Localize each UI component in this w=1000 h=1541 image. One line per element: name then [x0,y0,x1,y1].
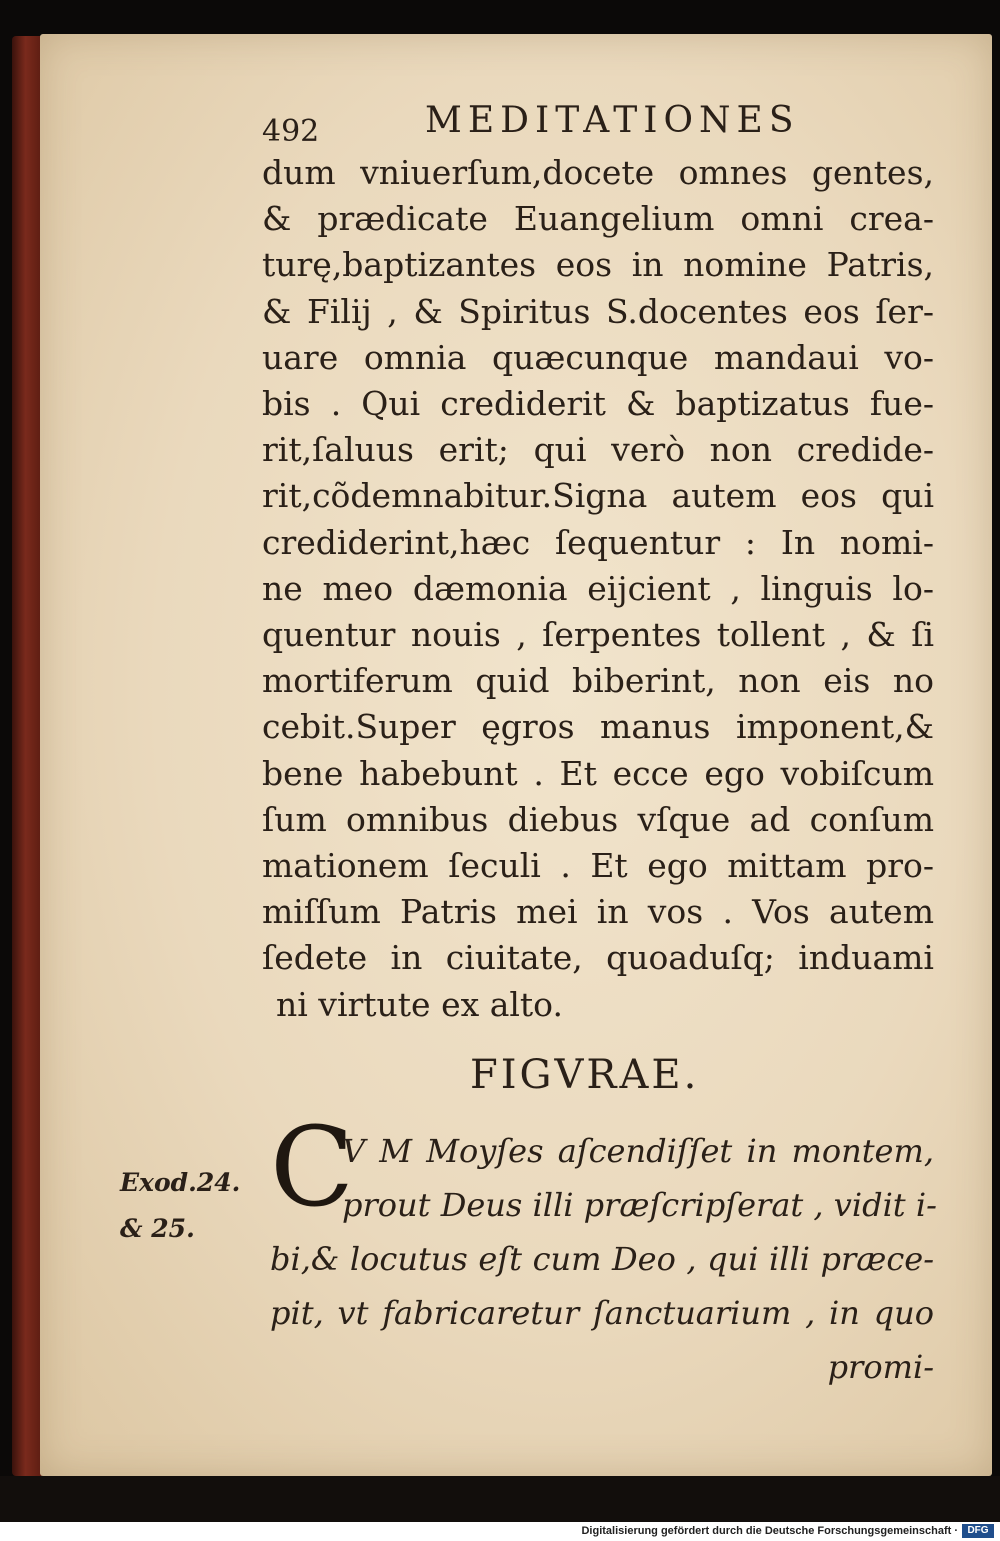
drop-cap: C [270,1103,355,1231]
text-line: cebit.Super ęgros manus imponent,& [262,707,934,747]
text-line: dum vniuerſum,docete omnes gentes, [262,153,934,192]
text-line: & prædicate Euangelium omni crea- [262,199,934,239]
text-line: bene habebunt . Et ecce ego vobiſcum [262,753,934,793]
funding-notice: Digitalisierung gefördert durch die Deutsche Forschungsgemeinschaft · [581,1525,958,1537]
text-line: mationem ſeculi . Et ego mittam pro- [262,846,934,886]
margin-note-line: & 25. [120,1214,195,1243]
text-line: ne meo dæmonia eijcient , linguis lo- [262,568,934,608]
text-line: ſum omnibus diebus vſque ad conſum [262,799,934,839]
margin-note-line: Exod.24. [120,1168,241,1197]
text-line: uare omnia quæcunque mandaui vo- [262,337,934,377]
text-line: & Filij , & Spiritus S.docentes eos ſer- [262,291,934,331]
footer [0,1522,1000,1541]
dfg-logo: DFG [962,1524,994,1538]
body-text [262,150,934,1028]
section-text [270,1124,937,1394]
text-line: crediderint,hæc ſequentur : In nomi- [262,522,934,562]
running-head: MEDITATIONES [425,100,800,141]
text-line: miſſum Patris mei in vos . Vos autem [262,892,934,932]
text-line: ni virtute ex alto. [276,984,563,1024]
text-line: rit,ſaluus erit; qui verò non credide- [262,430,934,470]
text-line: V M Moyſes aſcendiſſet in montem, [342,1132,934,1170]
text-line: quentur nouis , ſerpentes tollent , & ſi [262,615,934,655]
book-edge [12,36,42,1476]
scan-bottom-strip [0,1476,1000,1522]
catchword: promi- [827,1348,934,1386]
text-line: rit,cõdemnabitur.Signa autem eos qui [262,476,934,516]
text-line: pit, vt fabricaretur ſanctuarium , in quo [270,1294,934,1332]
section-heading: FIGVRAE. [470,1052,700,1098]
margin-note [120,1160,240,1252]
text-line: prout Deus illi præſcripſerat , vidit i- [342,1186,937,1224]
text-line: ſedete in ciuitate, quoaduſq; induami [262,938,934,978]
text-line: mortiferum quid biberint, non eis no [262,661,934,701]
text-line: turę,baptizantes eos in nomine Patris, [262,245,934,285]
text-line: bi,& locutus eſt cum Deo , qui illi præce- [270,1240,934,1278]
page-number: 492 [262,114,320,149]
text-line: bis . Qui crediderit & baptizatus fue- [262,384,934,424]
